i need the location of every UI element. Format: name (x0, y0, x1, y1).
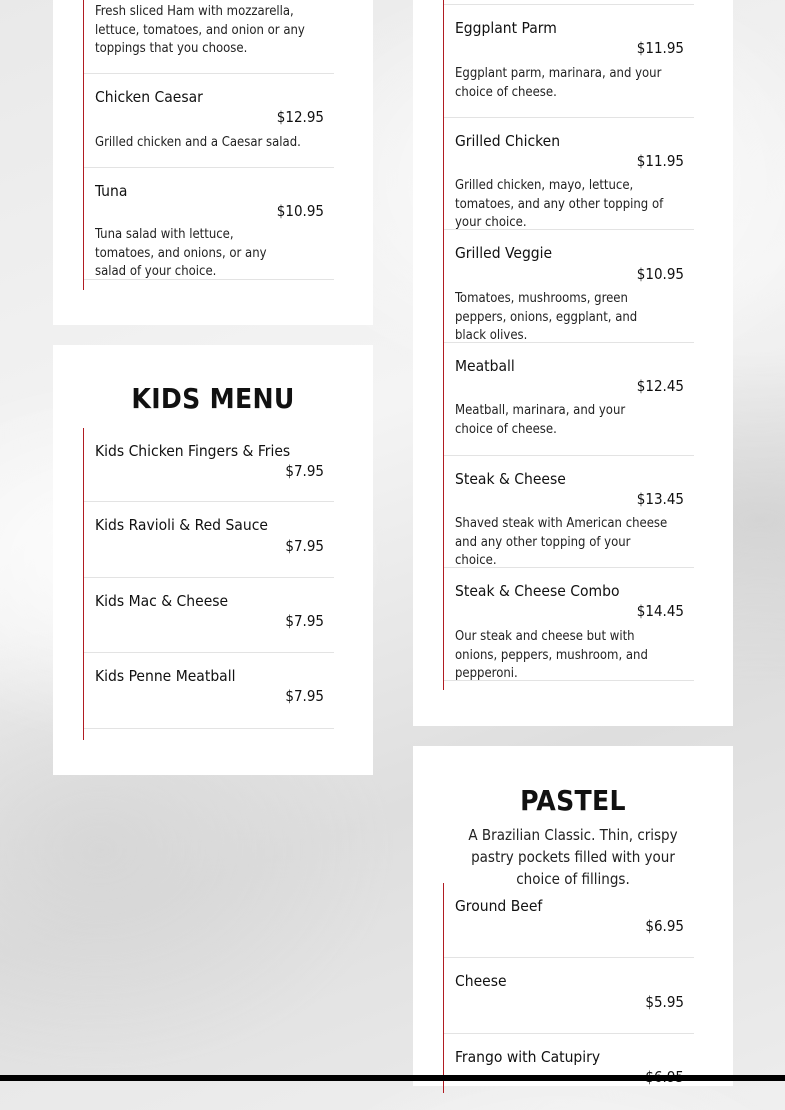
menu-item-price: $12.95 (276, 108, 324, 126)
menu-item (444, 958, 694, 1034)
menu-item-description: Shaved steak with American cheese and any other topping of your choice. (455, 516, 668, 568)
menu-item (444, 1034, 694, 1110)
menu-item (84, 74, 334, 168)
menu-item-description: Tomatoes, mushrooms, green peppers, onions, eggplant, and black olives. (455, 291, 638, 343)
menu-item-name: Chicken Caesar (95, 88, 203, 106)
menu-item-price: $6.95 (645, 917, 684, 935)
menu-item-list (443, 0, 694, 690)
menu-item-price: $13.45 (636, 490, 684, 508)
menu-item-price: $12.45 (636, 377, 684, 395)
menu-item-name: Eggplant Parm (455, 19, 557, 37)
menu-item (444, 568, 694, 681)
menu-item-name: Cheese (455, 972, 507, 990)
menu-item-name: Grilled Veggie (455, 244, 553, 262)
menu-item (84, 0, 334, 74)
menu-item-price: $7.95 (285, 462, 324, 480)
menu-item-description: Meatball, marinara, and your choice of cheese. (455, 403, 626, 437)
menu-item-price: $14.45 (636, 602, 684, 620)
menu-item-list (443, 883, 694, 1093)
menu-item (84, 653, 334, 729)
menu-item (444, 230, 694, 343)
menu-item-description: Fresh sliced Ham with mozzarella, lettuce, tomatoes, and onion or any toppings that you choose. (95, 4, 305, 56)
sandwich-menu-card-left (53, 0, 373, 325)
menu-item-price: $11.95 (636, 39, 684, 57)
menu-item (84, 168, 334, 280)
menu-item-name: Meatball (455, 357, 515, 375)
menu-item-description: Tuna salad with lettuce, tomatoes, and onions, or any salad of your choice. (95, 227, 267, 279)
menu-item-name: Grilled Chicken (455, 132, 561, 150)
menu-item-name: Kids Chicken Fingers & Fries (95, 442, 291, 460)
section-title: KIDS MENU (131, 382, 295, 415)
menu-item-price: $11.95 (636, 152, 684, 170)
menu-item-description: Grilled chicken and a Caesar salad. (95, 135, 301, 150)
menu-item-price: $7.95 (285, 687, 324, 705)
kids-menu-card (53, 345, 373, 775)
menu-item (444, 883, 694, 958)
menu-item-name: Steak & Cheese Combo (455, 582, 620, 600)
menu-item-name: Kids Penne Meatball (95, 667, 236, 685)
menu-item-name: Kids Mac & Cheese (95, 592, 229, 610)
menu-item-description: Eggplant parm, marinara, and your choice of cheese. (455, 66, 662, 100)
menu-item-price: $10.95 (636, 265, 684, 283)
menu-item-description: Grilled chicken, mayo, lettuce, tomatoes, and any other topping of your choice. (455, 178, 664, 230)
menu-item-price: $7.95 (285, 537, 324, 555)
menu-item-description: Our steak and cheese but with onions, peppers, mushroom, and pepperoni. (455, 629, 648, 681)
menu-item-name: Tuna (95, 182, 128, 200)
menu-item-list (83, 0, 334, 290)
menu-item-name: Steak & Cheese (455, 470, 566, 488)
menu-item-name: Frango with Catupiry (455, 1048, 601, 1066)
section-subtitle: A Brazilian Classic. Thin, crispy pastry pockets filled with your choice of fillings. (468, 826, 678, 888)
menu-item (444, 118, 694, 230)
menu-item (444, 343, 694, 456)
sandwich-menu-card-right (413, 0, 733, 726)
menu-item (84, 502, 334, 578)
menu-item-price: $10.95 (276, 202, 324, 220)
section-title: PASTEL (520, 784, 626, 817)
menu-item-name: Kids Ravioli & Red Sauce (95, 516, 268, 534)
menu-item (84, 428, 334, 502)
bottom-edge-bar (0, 1075, 785, 1081)
menu-item (444, 456, 694, 568)
menu-item-price: $7.95 (285, 612, 324, 630)
menu-item-name: Ground Beef (455, 897, 543, 915)
menu-item (444, 5, 694, 118)
pastel-menu-card (413, 746, 733, 1086)
menu-item-list (83, 428, 334, 740)
menu-item-price: $5.95 (645, 993, 684, 1011)
menu-item (84, 578, 334, 653)
